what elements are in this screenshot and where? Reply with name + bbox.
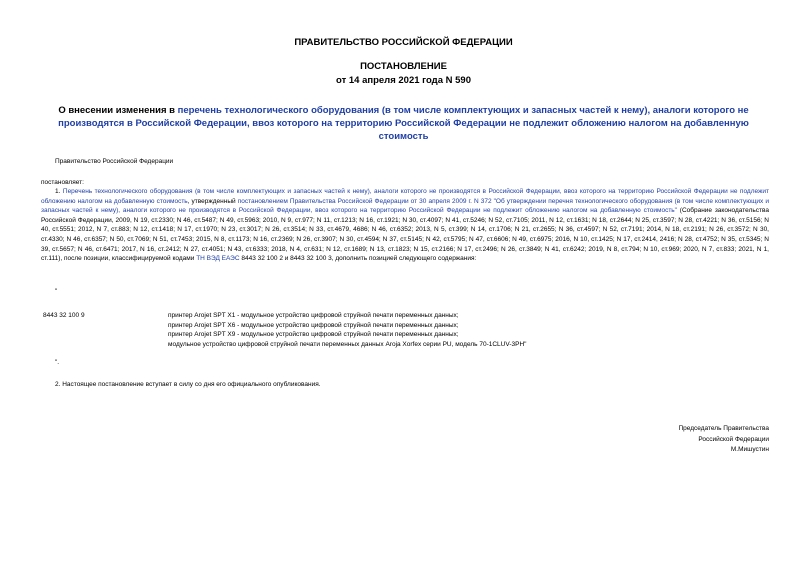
decree-line: постановляет: bbox=[41, 179, 84, 186]
document-title-prefix: О внесении изменения в bbox=[58, 105, 178, 116]
paragraph-2: 2. Настоящее постановление вступает в силу со дня его официального опубликования. bbox=[55, 381, 321, 388]
signature-title: Председатель Правительства bbox=[678, 425, 769, 432]
equipment-line: принтер Arojet SPT X9 - модульное устройство цифровой струйной печати переменных данных; bbox=[168, 331, 459, 339]
equipment-description bbox=[168, 311, 728, 349]
tn-ved-code: 8443 32 100 9 bbox=[43, 312, 85, 319]
equipment-line: модульное устройство цифровой струйной печати переменных данных Aroja Xorfex серии PU, модель 70-1CLUV-3PH" bbox=[168, 340, 527, 348]
paragraph-1-rest: (Собрание законодательства Российской Федерации, 2009, N 19, ст.2330; N 46, ст.5487; N 49, ст.5963; 2010, N 9, ст.977; N 11, ст.1213; N 16, ст.1921; N 30, ст.4097; N 41, ст.5246; N 52, ст.7105; 2011, N 12, ст.1631; N 18, ст.2644; N 25, ст.3597; N 28, ст.4221; N 36, ст.5156; N 40, ст.5551; 2012, N 7, ст.883; N 12, ст.1418; N 17, ст.1970; N 23, ст.3017; N 26, ст.3514; N 33, ст.4679, 4686; N 46, ст.6352; 2013, N 5, ст.399; N 14, ст.1706; N 21, ст.2655; N 36, ст.4597; N 52, ст.7191; 2014, N 18, ст.2191; N 26, ст.3572; N 30, ст.4330; N 46, ст.6357; N 50, ст.7069; N 51, ст.7453; 2015, N 8, ст.1173; N 16, ст.2369; N 26, ст.3907; N 30, ст.4594; N 37, ст.5145; N 42, ст.5795; N 47, ст.6606; N 49, ст.6975; 2016, N 10, ст.1425; N 17, ст.2414, 2416; N 28, ст.4752; N 35, ст.5345; N 39, ст.5657; N 46, ст.6471; 2017, N 16, ст.2412; N 27, ст.4051; N 43, ст.6333; 2018, N 4, ст.631; N 12, ст.1689; N 13, ст.1823; N 15, ст.2166; N 17, ст.2496; N 26, ст.3849; N 41, ст.6242; 2019, N 8, ст.794; N 10, ст.969; 2020, N 7, ст.833; 2021, N 1, ст.111), после позиции, классифицируемой кодами bbox=[41, 207, 769, 263]
paragraph-1-end: 8443 32 100 2 и 8443 32 100 3, дополнить позицией следующего содержания: bbox=[239, 255, 477, 263]
document-date-heading: от 14 апреля 2021 года N 590 bbox=[336, 75, 471, 86]
resolution-372-link[interactable]: постановлением Правительства Российской Федерации от 30 апреля 2009 г. N 372 "Об утверждении перечня технологического оборудования (в том числе комплектующих и запасных частей к нему), аналоги которого не производятся в Российской Федерации, ввоз которого на территорию Российской Федерации не подлежит обложению налогом на добавленную стоимость" bbox=[41, 197, 769, 215]
equipment-line: принтер Arojet SPT X6 - модульное устройство цифровой струйной печати переменных данных; bbox=[168, 321, 459, 329]
document-title bbox=[45, 104, 762, 143]
quote-close: ". bbox=[55, 359, 60, 366]
government-line: Правительство Российской Федерации bbox=[55, 158, 174, 165]
paragraph-1-mid: , утвержденный bbox=[187, 197, 238, 205]
equipment-list-link[interactable]: Перечень технологического оборудования (в том числе комплектующих и запасных частей к нему), аналоги которого не производятся в Российской Федерации, ввоз которого на территорию Российской Федерации не подлежит обложению налогом на добавленную стоимость bbox=[41, 188, 769, 205]
signature-org: Российской Федерации bbox=[698, 435, 769, 443]
signature-name: М.Мишустин bbox=[730, 446, 769, 453]
tn-ved-link[interactable]: ТН ВЭД ЕАЭС bbox=[196, 255, 240, 263]
signature-block bbox=[678, 424, 769, 456]
document-title-link[interactable]: перечень технологического оборудования (в том числе комплектующих и запасных частей к нему), аналоги которого не производятся в Российской Федерации, ввоз которого на территорию Российской Федерации не подлежит обложению налогом на добавленную стоимость bbox=[58, 105, 749, 142]
quote-open: " bbox=[55, 288, 58, 295]
document-type-heading: ПОСТАНОВЛЕНИЕ bbox=[360, 61, 447, 72]
equipment-line: принтер Arojet SPT X1 - модульное устройство цифровой струйной печати переменных данных; bbox=[168, 312, 459, 319]
paragraph-1-number: 1. bbox=[55, 188, 63, 195]
paragraph-1 bbox=[41, 187, 769, 264]
government-heading: ПРАВИТЕЛЬСТВО РОССИЙСКОЙ ФЕДЕРАЦИИ bbox=[294, 37, 513, 48]
